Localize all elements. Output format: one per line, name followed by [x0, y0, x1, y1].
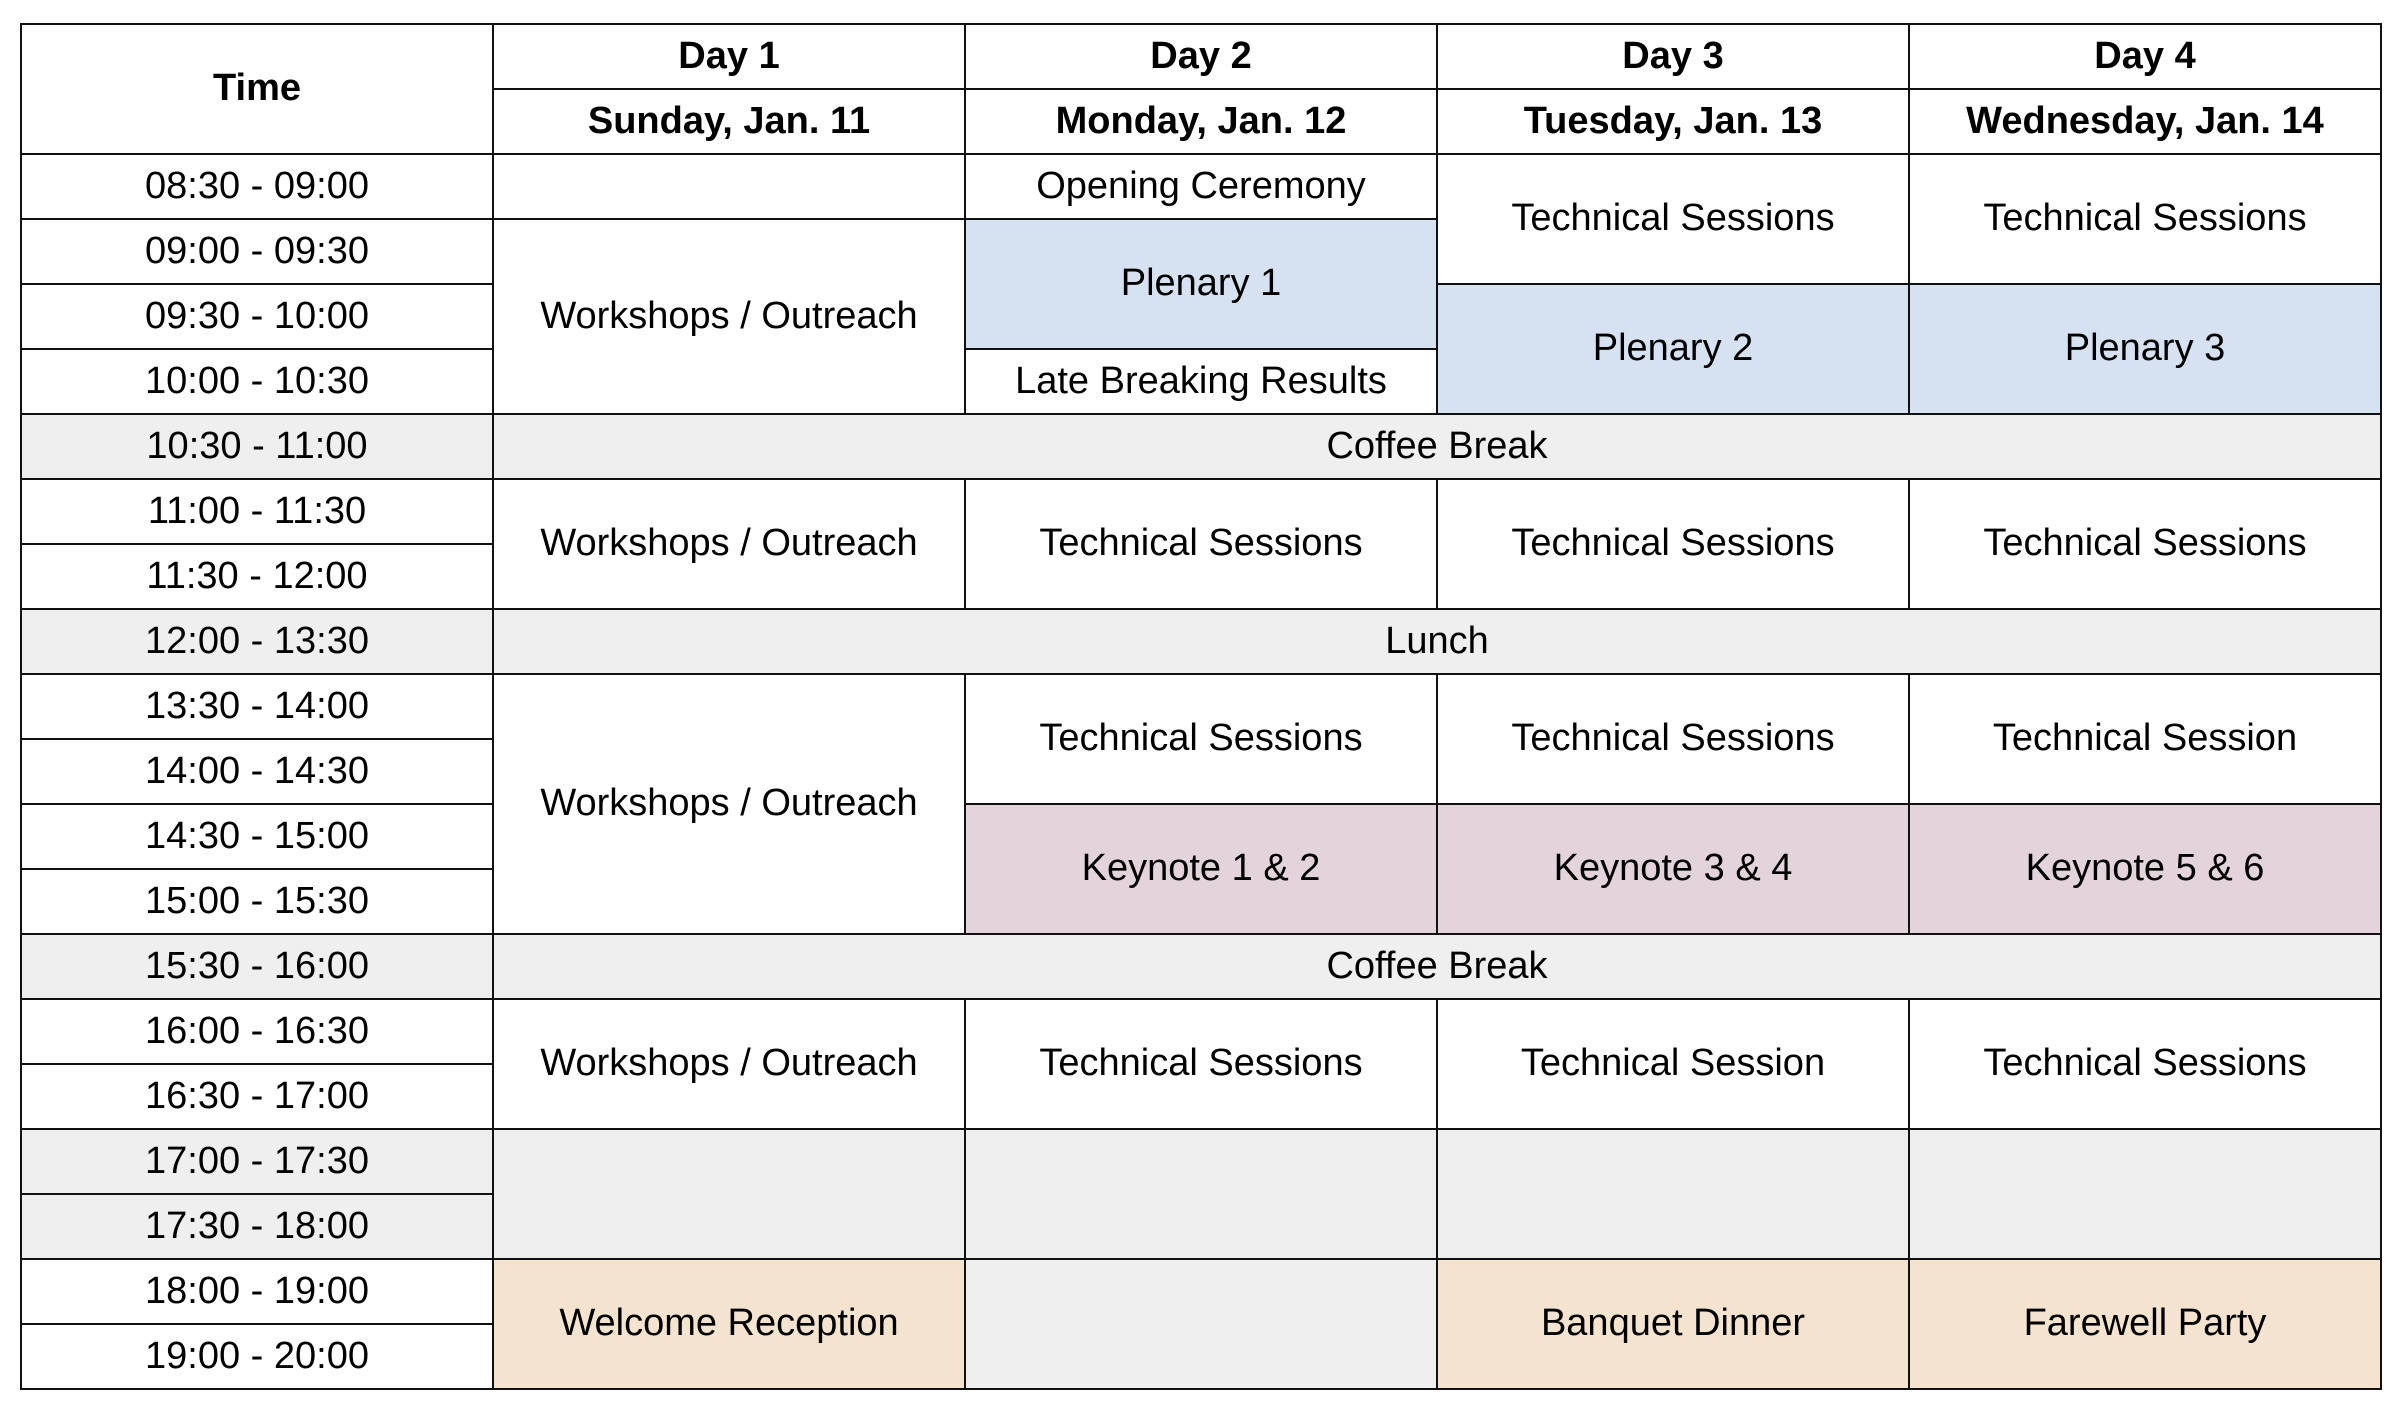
time-column-header: Time [21, 24, 493, 154]
time-cell: 14:30 - 15:00 [21, 804, 493, 869]
day-4-header: Day 4 [1909, 24, 2381, 89]
header-row-days [21, 24, 2381, 89]
event-technical-session: Technical Session [1437, 999, 1909, 1129]
time-cell: 13:30 - 14:00 [21, 674, 493, 739]
event-technical-sessions: Technical Sessions [1437, 479, 1909, 609]
empty-cell [965, 1129, 1437, 1259]
event-technical-sessions: Technical Sessions [1909, 999, 2381, 1129]
time-cell: 19:00 - 20:00 [21, 1324, 493, 1389]
table-row [21, 804, 2381, 869]
table-row [21, 934, 2381, 999]
time-cell: 10:00 - 10:30 [21, 349, 493, 414]
empty-cell [493, 1129, 965, 1259]
event-workshops-outreach: Workshops / Outreach [493, 999, 965, 1129]
event-technical-sessions: Technical Sessions [965, 999, 1437, 1129]
event-plenary-2: Plenary 2 [1437, 284, 1909, 414]
event-keynote-5-6: Keynote 5 & 6 [1909, 804, 2381, 934]
event-technical-sessions: Technical Sessions [965, 674, 1437, 804]
time-cell: 11:00 - 11:30 [21, 479, 493, 544]
time-cell: 09:00 - 09:30 [21, 219, 493, 284]
event-opening-ceremony: Opening Ceremony [965, 154, 1437, 219]
empty-cell [965, 1259, 1437, 1389]
event-plenary-1: Plenary 1 [965, 219, 1437, 349]
time-cell: 15:00 - 15:30 [21, 869, 493, 934]
time-cell: 16:30 - 17:00 [21, 1064, 493, 1129]
day-1-header: Day 1 [493, 24, 965, 89]
time-cell: 08:30 - 09:00 [21, 154, 493, 219]
event-keynote-1-2: Keynote 1 & 2 [965, 804, 1437, 934]
table-row [21, 674, 2381, 739]
event-banquet-dinner: Banquet Dinner [1437, 1259, 1909, 1389]
time-cell: 18:00 - 19:00 [21, 1259, 493, 1324]
empty-cell [493, 154, 965, 219]
empty-cell [1437, 1129, 1909, 1259]
day-2-date: Monday, Jan. 12 [965, 89, 1437, 154]
table-row [21, 1259, 2381, 1324]
event-technical-sessions: Technical Sessions [1909, 154, 2381, 284]
time-cell: 09:30 - 10:00 [21, 284, 493, 349]
schedule-table [20, 23, 2382, 1390]
event-workshops-outreach: Workshops / Outreach [493, 219, 965, 414]
table-row [21, 479, 2381, 544]
event-workshops-outreach: Workshops / Outreach [493, 479, 965, 609]
event-technical-sessions: Technical Sessions [1909, 479, 2381, 609]
day-3-date: Tuesday, Jan. 13 [1437, 89, 1909, 154]
event-late-breaking-results: Late Breaking Results [965, 349, 1437, 414]
empty-cell [1909, 1129, 2381, 1259]
table-row [21, 154, 2381, 219]
table-row [21, 1129, 2381, 1194]
time-cell: 14:00 - 14:30 [21, 739, 493, 804]
day-4-date: Wednesday, Jan. 14 [1909, 89, 2381, 154]
time-cell: 17:30 - 18:00 [21, 1194, 493, 1259]
event-farewell-party: Farewell Party [1909, 1259, 2381, 1389]
event-plenary-3: Plenary 3 [1909, 284, 2381, 414]
time-cell: 12:00 - 13:30 [21, 609, 493, 674]
event-coffee-break: Coffee Break [493, 934, 2381, 999]
event-technical-sessions: Technical Sessions [965, 479, 1437, 609]
event-welcome-reception: Welcome Reception [493, 1259, 965, 1389]
time-cell: 17:00 - 17:30 [21, 1129, 493, 1194]
event-workshops-outreach: Workshops / Outreach [493, 674, 965, 934]
event-keynote-3-4: Keynote 3 & 4 [1437, 804, 1909, 934]
day-2-header: Day 2 [965, 24, 1437, 89]
day-1-date: Sunday, Jan. 11 [493, 89, 965, 154]
table-row [21, 999, 2381, 1064]
time-cell: 11:30 - 12:00 [21, 544, 493, 609]
event-technical-sessions: Technical Sessions [1437, 674, 1909, 804]
event-technical-session: Technical Session [1909, 674, 2381, 804]
time-cell: 10:30 - 11:00 [21, 414, 493, 479]
time-cell: 15:30 - 16:00 [21, 934, 493, 999]
event-technical-sessions: Technical Sessions [1437, 154, 1909, 284]
table-row [21, 609, 2381, 674]
day-3-header: Day 3 [1437, 24, 1909, 89]
time-cell: 16:00 - 16:30 [21, 999, 493, 1064]
event-lunch: Lunch [493, 609, 2381, 674]
event-coffee-break: Coffee Break [493, 414, 2381, 479]
table-row [21, 414, 2381, 479]
